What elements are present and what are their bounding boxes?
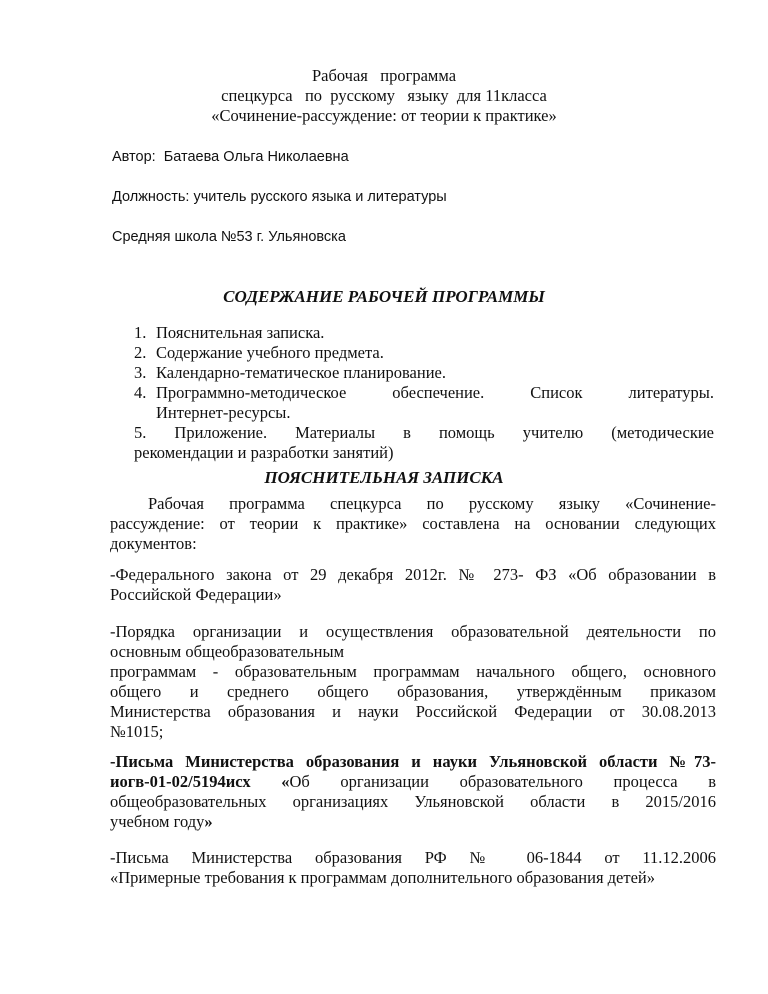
contents-list — [134, 323, 714, 463]
list-item — [134, 383, 714, 403]
order-line: Министерства образования и науки Российской Федерации от 30.08.2013 — [110, 702, 716, 721]
title-line-1: Рабочая программа — [311, 66, 457, 85]
intro-line: рассуждение: от теории к практике» составлена на основании следующих — [110, 514, 716, 533]
program-title — [0, 66, 768, 126]
order-line: основным общеобразовательным — [110, 642, 345, 661]
letter-line-rest: Об организации образовательного процесса в — [289, 772, 716, 791]
list-item-number: 1. — [134, 323, 147, 342]
list-item — [134, 323, 714, 343]
order-paragraph — [110, 622, 716, 742]
title-line-2: спецкурса по русскому языку для 11класса — [221, 86, 547, 105]
school-line: Средняя школа №53 г. Ульяновска — [112, 229, 346, 245]
position-line: Должность: учитель русского языка и литературы — [112, 189, 447, 205]
ministry-line: -Письма Министерства образования РФ № 06-1844 от 11.12.2006 — [110, 848, 716, 867]
list-item-number: 2. — [134, 343, 147, 362]
author-line: Автор: Батаева Ольга Николаевна — [112, 149, 349, 165]
order-line: №1015; — [110, 722, 164, 741]
ministry-line: «Примерные требования к программам дополнительного образования детей» — [110, 868, 655, 887]
letter-line — [110, 772, 716, 792]
letter-line: общеобразовательных организациях Ульяновской области в 2015/2016 — [110, 792, 716, 811]
letter-line: -Письма Министерства образования и науки Ульяновской области №73- — [110, 752, 716, 771]
list-item-text: Календарно-тематическое планирование. — [156, 363, 446, 382]
contents-heading: СОДЕРЖАНИЕ РАБОЧЕЙ ПРОГРАММЫ — [223, 287, 545, 306]
list-item-text: Пояснительная записка. — [156, 323, 325, 342]
letter-close-quote: » — [204, 812, 213, 831]
law-line: -Федерального закона от 29 декабря 2012г. № 273- ФЗ «Об образовании в — [110, 565, 716, 584]
title-line-3: «Сочинение-рассуждение: от теории к практике» — [211, 106, 557, 125]
ministry-letter-paragraph — [110, 848, 716, 888]
order-line: программам - образовательным программам начального общего, основного — [110, 662, 716, 681]
law-line: Российской Федерации» — [110, 585, 282, 604]
list-item-text: Содержание учебного предмета. — [156, 343, 384, 362]
intro-line: Рабочая программа спецкурса по русскому языку «Сочинение- — [148, 494, 716, 513]
regional-letter-paragraph — [110, 752, 716, 832]
list-item-5-line-2: рекомендации и разработки занятий) — [134, 443, 394, 462]
list-item-continuation: Интернет-ресурсы. — [156, 403, 291, 422]
list-item-text: Программно-методическое обеспечение. Список литературы. — [156, 383, 714, 402]
list-item — [134, 363, 714, 383]
order-line: -Порядка организации и осуществления образовательной деятельности по — [110, 622, 716, 641]
list-item-number: 4. — [134, 383, 147, 402]
list-item-number: 3. — [134, 363, 147, 382]
letter-line-text: учебном году — [110, 812, 205, 831]
list-item — [134, 343, 714, 363]
intro-line: документов: — [110, 534, 197, 553]
letter-number-bold: иогв-01-02/5194исх « — [110, 772, 290, 791]
list-item-5-line-1: 5. Приложение. Материалы в помощь учителю (методические — [134, 423, 714, 442]
letter-line — [110, 812, 716, 832]
order-line: общего и среднего общего образования, утверждённым приказом — [110, 682, 716, 701]
federal-law-paragraph — [110, 565, 716, 605]
intro-paragraph — [110, 494, 716, 554]
explanatory-note-heading: ПОЯСНИТЕЛЬНАЯ ЗАПИСКА — [264, 468, 504, 487]
